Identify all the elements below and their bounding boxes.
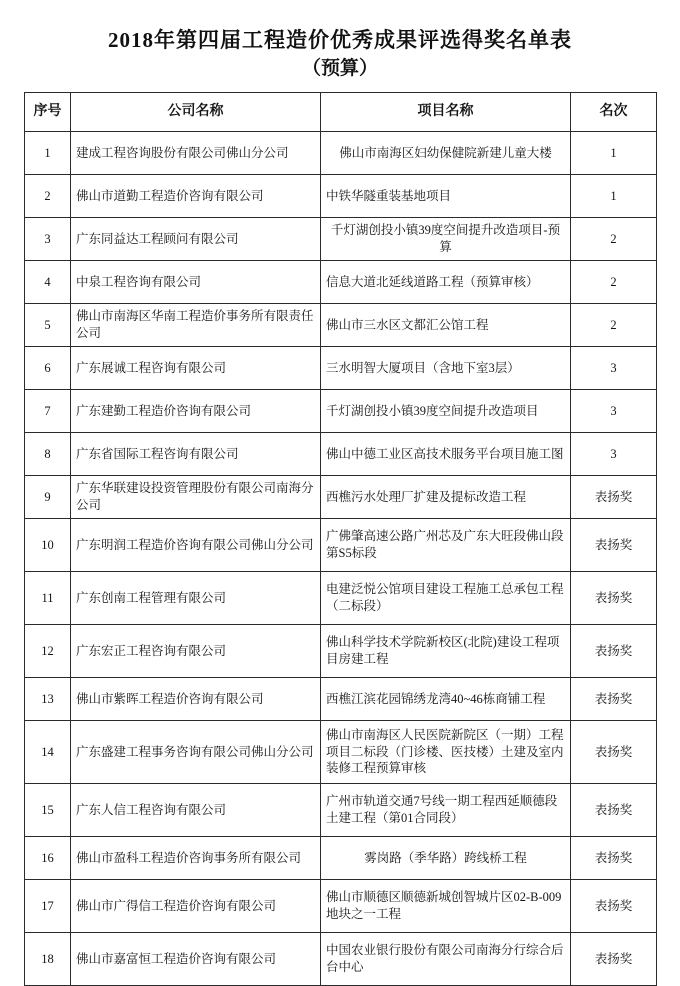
table-row (25, 571, 657, 624)
row-company-name: 佛山市广得信工程造价咨询有限公司 (71, 879, 321, 932)
row-project-name: 佛山中德工业区高技术服务平台项目施工图 (321, 432, 571, 475)
row-company-name: 广东人信工程咨询有限公司 (71, 783, 321, 836)
row-project-name: 佛山市三水区文都汇公馆工程 (321, 303, 571, 346)
row-project-name: 电建泛悦公馆项目建设工程施工总承包工程（二标段） (321, 571, 571, 624)
table-row (25, 879, 657, 932)
row-rank: 3 (571, 346, 657, 389)
table-row (25, 783, 657, 836)
award-list-table (24, 92, 657, 986)
row-index: 5 (25, 303, 71, 346)
row-company-name: 广东华联建设投资管理股份有限公司南海分公司 (71, 475, 321, 518)
row-project-name: 中铁华隧重装基地项目 (321, 174, 571, 217)
table-header-row (25, 92, 657, 131)
row-index: 8 (25, 432, 71, 475)
row-project-name: 佛山市顺德区顺德新城创智城片区02-B-009地块之一工程 (321, 879, 571, 932)
page-title: 2018年第四届工程造价优秀成果评选得奖名单表 (108, 28, 572, 52)
row-company-name: 佛山市盈科工程造价咨询事务所有限公司 (71, 836, 321, 879)
row-index: 17 (25, 879, 71, 932)
table-row (25, 475, 657, 518)
row-company-name: 广东建勤工程造价咨询有限公司 (71, 389, 321, 432)
row-rank: 表扬奖 (571, 624, 657, 677)
row-project-name: 西樵污水处理厂扩建及提标改造工程 (321, 475, 571, 518)
row-company-name: 佛山市嘉富恒工程造价咨询有限公司 (71, 932, 321, 985)
table-row (25, 836, 657, 879)
row-rank: 表扬奖 (571, 475, 657, 518)
row-company-name: 广东创南工程管理有限公司 (71, 571, 321, 624)
row-index: 6 (25, 346, 71, 389)
row-index: 10 (25, 518, 71, 571)
page-subtitle: （预算） (301, 58, 378, 80)
row-index: 11 (25, 571, 71, 624)
row-index: 9 (25, 475, 71, 518)
row-index: 7 (25, 389, 71, 432)
row-rank: 表扬奖 (571, 720, 657, 783)
row-rank: 2 (571, 217, 657, 260)
row-company-name: 佛山市道勤工程造价咨询有限公司 (71, 174, 321, 217)
row-index: 15 (25, 783, 71, 836)
table-row (25, 720, 657, 783)
row-project-name: 西樵江滨花园锦绣龙湾40~46栋商铺工程 (321, 677, 571, 720)
row-project-name: 千灯湖创投小镇39度空间提升改造项目 (321, 389, 571, 432)
row-project-name: 千灯湖创投小镇39度空间提升改造项目-预算 (321, 217, 571, 260)
column-header-project: 项目名称 (321, 92, 571, 131)
row-company-name: 广东展诚工程咨询有限公司 (71, 346, 321, 389)
row-company-name: 广东盛建工程事务咨询有限公司佛山分公司 (71, 720, 321, 783)
row-project-name: 佛山市南海区人民医院新院区（一期）工程项目二标段（门诊楼、医技楼）土建及室内装修工程预算审核 (321, 720, 571, 783)
table-row (25, 217, 657, 260)
column-header-rank: 名次 (571, 92, 657, 131)
table-row (25, 346, 657, 389)
row-project-name: 广州市轨道交通7号线一期工程西延顺德段土建工程（第01合同段） (321, 783, 571, 836)
table-row (25, 624, 657, 677)
row-index: 12 (25, 624, 71, 677)
row-project-name: 三水明智大厦项目（含地下室3层） (321, 346, 571, 389)
table-header (25, 92, 657, 131)
row-project-name: 中国农业银行股份有限公司南海分行综合后台中心 (321, 932, 571, 985)
row-company-name: 佛山市南海区华南工程造价事务所有限责任公司 (71, 303, 321, 346)
column-header-index: 序号 (25, 92, 71, 131)
row-rank: 3 (571, 432, 657, 475)
table-row (25, 303, 657, 346)
row-rank: 1 (571, 131, 657, 174)
row-company-name: 广东宏正工程咨询有限公司 (71, 624, 321, 677)
row-company-name: 广东明润工程造价咨询有限公司佛山分公司 (71, 518, 321, 571)
row-index: 13 (25, 677, 71, 720)
row-company-name: 佛山市紫晖工程造价咨询有限公司 (71, 677, 321, 720)
table-row (25, 131, 657, 174)
row-project-name: 广佛肇高速公路广州芯及广东大旺段佛山段第S5标段 (321, 518, 571, 571)
row-index: 18 (25, 932, 71, 985)
row-project-name: 雾岗路（季华路）跨线桥工程 (321, 836, 571, 879)
row-project-name: 信息大道北延线道路工程（预算审核） (321, 260, 571, 303)
row-rank: 表扬奖 (571, 783, 657, 836)
row-rank: 表扬奖 (571, 879, 657, 932)
row-index: 14 (25, 720, 71, 783)
row-index: 4 (25, 260, 71, 303)
row-company-name: 建成工程咨询股份有限公司佛山分公司 (71, 131, 321, 174)
row-company-name: 广东省国际工程咨询有限公司 (71, 432, 321, 475)
row-rank: 表扬奖 (571, 932, 657, 985)
table-row (25, 518, 657, 571)
row-index: 16 (25, 836, 71, 879)
table-row (25, 432, 657, 475)
table-row (25, 677, 657, 720)
row-company-name: 广东同益达工程顾问有限公司 (71, 217, 321, 260)
row-index: 1 (25, 131, 71, 174)
row-rank: 表扬奖 (571, 677, 657, 720)
row-project-name: 佛山市南海区妇幼保健院新建儿童大楼 (321, 131, 571, 174)
table-row (25, 174, 657, 217)
row-company-name: 中泉工程咨询有限公司 (71, 260, 321, 303)
row-rank: 表扬奖 (571, 836, 657, 879)
row-rank: 2 (571, 303, 657, 346)
table-row (25, 389, 657, 432)
row-rank: 表扬奖 (571, 571, 657, 624)
row-project-name: 佛山科学技术学院新校区(北院)建设工程项目房建工程 (321, 624, 571, 677)
table-body (25, 131, 657, 985)
table-row (25, 260, 657, 303)
row-index: 3 (25, 217, 71, 260)
column-header-company: 公司名称 (71, 92, 321, 131)
row-rank: 1 (571, 174, 657, 217)
row-rank: 2 (571, 260, 657, 303)
row-rank: 表扬奖 (571, 518, 657, 571)
document-title-block (24, 26, 656, 82)
row-rank: 3 (571, 389, 657, 432)
row-index: 2 (25, 174, 71, 217)
